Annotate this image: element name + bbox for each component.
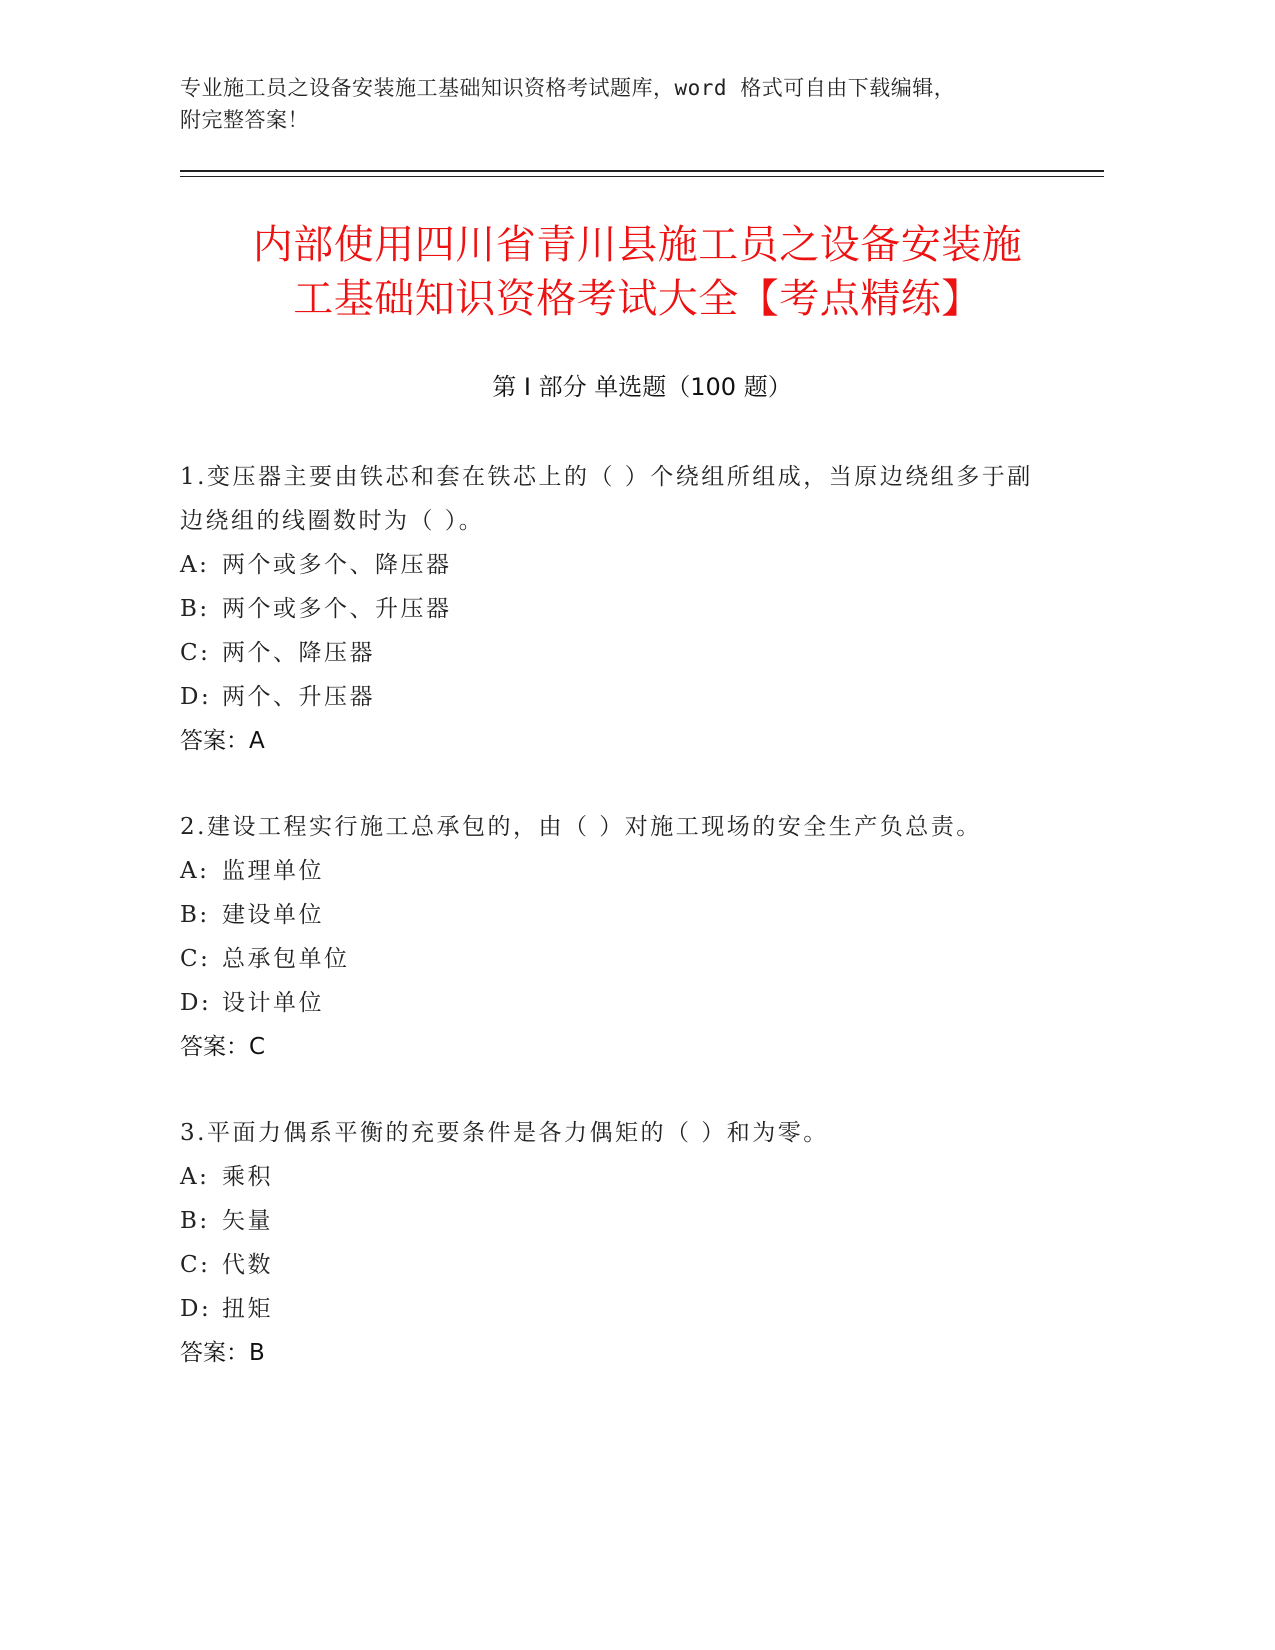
question-2 [180, 805, 1040, 1069]
option-text: 两个、升压器 [222, 684, 375, 710]
document-title-line-1: 内部使用四川省青川县施工员之设备安装施 [252, 222, 1023, 268]
question-1 [180, 455, 1040, 763]
option-text: 两个、降压器 [222, 640, 375, 666]
option-key: B: [180, 902, 210, 928]
answer-line: 答案：B [180, 1340, 265, 1366]
option-key: C: [180, 946, 211, 972]
option-text: 代数 [222, 1252, 273, 1278]
question-3 [180, 1111, 1040, 1375]
option-key: D: [180, 1296, 212, 1322]
section-title: 第 I 部分 单选题（100 题） [492, 373, 792, 401]
option-text: 监理单位 [222, 858, 324, 884]
option-a [180, 543, 1040, 587]
option-b [180, 1199, 1040, 1243]
option-key: C: [180, 640, 211, 666]
option-key: C: [180, 1252, 211, 1278]
option-d [180, 981, 1040, 1025]
answer-line: 答案：C [180, 1034, 266, 1060]
question-spacer [180, 1069, 1040, 1111]
question-stem: 3.平面力偶系平衡的充要条件是各力偶矩的（ ）和为零。 [180, 1120, 829, 1146]
header-note [180, 72, 1080, 136]
option-key: D: [180, 990, 212, 1016]
option-d [180, 1287, 1040, 1331]
option-b [180, 587, 1040, 631]
option-text: 设计单位 [222, 990, 324, 1016]
option-key: A: [180, 1164, 210, 1190]
option-text: 乘积 [222, 1164, 273, 1190]
option-c [180, 937, 1040, 981]
option-a [180, 849, 1040, 893]
header-note-line-1: 专业施工员之设备安装施工基础知识资格考试题库，word 格式可自由下载编辑， [180, 76, 956, 100]
question-spacer [180, 763, 1040, 805]
option-text: 两个或多个、升压器 [222, 596, 452, 622]
option-key: D: [180, 684, 212, 710]
option-text: 建设单位 [222, 902, 324, 928]
document-title-line-2: 工基础知识资格考试大全【考点精练】 [293, 276, 982, 322]
option-key: A: [180, 858, 210, 884]
option-key: B: [180, 596, 210, 622]
option-text: 矢量 [222, 1208, 273, 1234]
header-divider-thick [180, 170, 1104, 172]
answer-line: 答案：A [180, 728, 265, 754]
header-note-line-2: 附完整答案！ [180, 108, 309, 132]
option-c [180, 1243, 1040, 1287]
option-key: A: [180, 552, 210, 578]
option-text: 两个或多个、降压器 [222, 552, 452, 578]
option-key: B: [180, 1208, 210, 1234]
option-c [180, 631, 1040, 675]
option-text: 总承包单位 [222, 946, 350, 972]
question-stem: 1.变压器主要由铁芯和套在铁芯上的（ ）个绕组所组成，当原边绕组多于副边绕组的线圈数时为（ ）。 [180, 464, 1033, 534]
option-b [180, 893, 1040, 937]
option-d [180, 675, 1040, 719]
document-title [160, 218, 1115, 326]
option-text: 扭矩 [222, 1296, 273, 1322]
question-stem: 2.建设工程实行施工总承包的，由（ ）对施工现场的安全生产负总责。 [180, 814, 982, 840]
question-list [180, 455, 1040, 1375]
header-divider-thin [180, 176, 1104, 177]
option-a [180, 1155, 1040, 1199]
